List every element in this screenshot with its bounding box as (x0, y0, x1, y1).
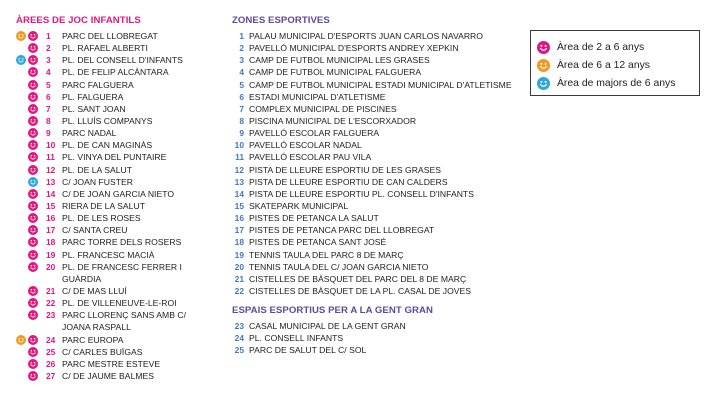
item-name: C/ SANTA CREU (62, 225, 128, 236)
item-number: 8 (46, 115, 51, 126)
list-item (16, 176, 221, 188)
item-name: PL. FRANCESC MACIÀ (62, 249, 155, 260)
age-icons (16, 249, 46, 261)
item-name: PL. LLUÍS COMPANYS (62, 115, 153, 126)
item-number: 9 (239, 128, 244, 139)
play-areas-heading: ÀREES DE JOC INFANTILS (16, 15, 141, 26)
list-item (16, 103, 221, 115)
pink-smiley-icon (28, 213, 38, 223)
item-number: 10 (46, 140, 56, 151)
age-icons (16, 151, 46, 163)
list-item (16, 66, 221, 78)
item-number: 10 (234, 140, 244, 151)
list-item (232, 30, 522, 42)
age-icons (16, 236, 46, 248)
item-name: ESTADI MUNICIPAL D'ATLETISME (249, 91, 386, 102)
list-item (232, 320, 522, 332)
item-name: CASAL MUNICIPAL DE LA GENT GRAN (249, 321, 406, 332)
item-number: 16 (234, 213, 244, 224)
item-name: PARC DEL LLOBREGAT (62, 31, 158, 41)
item-number: 3 (239, 55, 244, 66)
list-item (232, 66, 522, 78)
item-number: 26 (46, 358, 56, 369)
legend-row (537, 74, 699, 92)
list-item (16, 334, 221, 346)
pink-smiley-icon (28, 298, 38, 308)
item-number: 4 (239, 67, 244, 78)
item-name: PAVELLÓ ESCOLAR FALGUERA (249, 128, 380, 139)
elderly-spaces-list (232, 320, 522, 356)
item-number: 18 (46, 237, 56, 248)
item-number: 12 (46, 164, 56, 175)
pink-smiley-icon (28, 359, 38, 369)
pink-smiley-icon (28, 92, 38, 102)
orange-smiley-icon (16, 335, 26, 345)
list-item (16, 358, 221, 370)
legend-row (537, 38, 699, 56)
list-item (232, 164, 522, 176)
item-number: 12 (234, 164, 244, 175)
item-number: 17 (46, 225, 56, 236)
pink-smiley-icon (28, 371, 38, 381)
item-name: PL. DE CAN MAGINÀS (62, 140, 153, 151)
item-name: CAMP DE FUTBOL MUNICIPAL LES GRASES (249, 55, 430, 66)
list-item (232, 91, 522, 103)
item-name: PARC MESTRE ESTEVE (62, 358, 161, 369)
list-item (232, 79, 522, 91)
pink-smiley-icon (28, 43, 38, 53)
item-name: SKATEPARK MUNICIPAL (249, 200, 349, 211)
pink-smiley-icon (28, 55, 38, 65)
list-item (232, 200, 522, 212)
item-number: 1 (46, 31, 51, 41)
elderly-spaces-heading: ESPAIS ESPORTIUS PER A LA GENT GRAN (232, 305, 433, 317)
item-number: 16 (46, 213, 56, 224)
item-name: C/ JOAN FUSTER (62, 176, 133, 187)
item-name: PARC FALGUERA (62, 79, 134, 90)
item-number: 9 (46, 128, 51, 139)
item-name: PL. FALGUERA (62, 91, 124, 102)
item-name: CAMP DE FUTBOL MUNICIPAL FALGUERA (249, 67, 422, 78)
item-name: PARC NADAL (62, 128, 117, 139)
pink-smiley-icon (28, 201, 38, 211)
age-icons (16, 212, 46, 224)
item-number: 11 (46, 152, 55, 163)
list-item (232, 212, 522, 224)
legend-label: Àrea de 6 a 12 anys (557, 59, 651, 71)
item-name: PISTA DE LLEURE ESPORTIU DE CAN CALDERS (249, 176, 448, 187)
item-number: 5 (239, 79, 244, 90)
pink-smiley-icon (28, 347, 38, 357)
item-number: 13 (234, 176, 244, 187)
list-item (232, 224, 522, 236)
item-number: 14 (234, 188, 244, 199)
item-name: C/ DE MAS LLUÍ (62, 285, 127, 296)
item-name: PAVELLÓ MUNICIPAL D'ESPORTS ANDREY XEPKIN (249, 43, 459, 54)
item-number: 1 (239, 31, 244, 41)
item-number: 4 (46, 67, 51, 78)
item-number: 23 (46, 310, 56, 321)
list-item (16, 309, 221, 333)
age-legend (530, 30, 700, 96)
blue-smiley-icon (537, 77, 550, 90)
list-item (16, 42, 221, 54)
blue-smiley-icon (16, 55, 26, 65)
list-item (16, 115, 221, 127)
item-name: PARC EUROPA (62, 334, 124, 345)
item-name: TENNIS TAULA DEL C/ JOAN GARCIA NIETO (249, 261, 429, 272)
play-areas-list (16, 30, 221, 382)
play-areas-section (16, 0, 221, 382)
item-name: PL. RAFAEL ALBERTI (62, 43, 148, 54)
list-item (232, 115, 522, 127)
age-icons (16, 200, 46, 212)
list-item (232, 332, 522, 344)
item-number: 15 (46, 200, 56, 211)
legend-label: Àrea de majors de 6 anys (557, 77, 676, 89)
item-number: 2 (46, 43, 51, 54)
item-name: PARC DE SALUT DEL C/ SOL (249, 345, 367, 356)
list-item (16, 127, 221, 139)
item-number: 19 (234, 249, 244, 260)
pink-smiley-icon (28, 310, 38, 320)
item-name: PISTES DE PETANCA SANT JOSÉ (249, 237, 387, 248)
list-item (16, 297, 221, 309)
item-number: 7 (239, 103, 244, 114)
pink-smiley-icon (28, 128, 38, 138)
item-number: 21 (234, 273, 244, 284)
item-name: TENNIS TAULA DEL PARC 8 DE MARÇ (249, 249, 404, 260)
sports-zones-heading: ZONES ESPORTIVES (232, 15, 330, 26)
age-icons (16, 370, 46, 382)
age-icons (16, 66, 46, 78)
list-item (232, 261, 522, 273)
list-item (16, 212, 221, 224)
item-number: 5 (46, 79, 51, 90)
item-name: CISTELLES DE BÀSQUET DEL PARC DEL 8 DE MARÇ (249, 273, 467, 284)
item-name: PISTES DE PETANCA LA SALUT (249, 213, 379, 224)
list-item (232, 103, 522, 115)
list-item (232, 236, 522, 248)
pink-smiley-icon (28, 250, 38, 260)
list-item (16, 224, 221, 236)
item-number: 25 (234, 345, 244, 356)
item-name: PL. DE FRANCESC FERRER I GUÀRDIA (62, 261, 182, 284)
item-number: 6 (46, 91, 51, 102)
item-number: 22 (234, 285, 244, 296)
age-icons (16, 54, 46, 66)
item-name: C/ DE JOAN GARCIA NIETO (62, 188, 175, 199)
item-name: PARC TORRE DELS ROSERS (62, 237, 182, 248)
item-name: PL. CONSELL INFANTS (249, 333, 344, 344)
item-name: PL. DE LES ROSES (62, 213, 141, 224)
pink-smiley-icon (28, 189, 38, 199)
item-name: PL. DE VILLENEUVE-LE-ROI (62, 298, 177, 309)
item-number: 22 (46, 298, 56, 309)
age-icons (16, 224, 46, 236)
item-name: PISTA DE LLEURE ESPORTIU PL. CONSELL D'INFANTS (249, 188, 474, 199)
list-item (16, 30, 221, 42)
age-icons (16, 188, 46, 200)
item-name: PL. DE LA SALUT (62, 164, 133, 175)
item-name: PARC LLORENÇ SANS AMB C/ JOANA RASPALL (62, 310, 187, 333)
pink-smiley-icon (537, 41, 550, 54)
item-number: 15 (234, 200, 244, 211)
item-number: 21 (46, 285, 56, 296)
pink-smiley-icon (28, 104, 38, 114)
age-icons (16, 139, 46, 151)
item-number: 24 (46, 334, 56, 345)
item-number: 17 (234, 225, 244, 236)
age-icons (16, 346, 46, 358)
item-number: 20 (46, 261, 56, 272)
list-item (16, 346, 221, 358)
legend-row (537, 56, 699, 74)
pink-smiley-icon (28, 140, 38, 150)
pink-smiley-icon (28, 262, 38, 272)
list-item (16, 261, 221, 285)
item-number: 18 (234, 237, 244, 248)
list-item (16, 79, 221, 91)
item-number: 11 (235, 152, 244, 163)
list-item (16, 370, 221, 382)
item-number: 2 (239, 43, 244, 54)
item-name: PISTES DE PETANCA PARC DEL LLOBREGAT (249, 225, 435, 236)
item-name: C/ DE JAUME BALMES (62, 370, 155, 381)
age-icons (16, 79, 46, 91)
list-item (232, 285, 522, 297)
list-item (16, 200, 221, 212)
pink-smiley-icon (28, 165, 38, 175)
list-item (16, 139, 221, 151)
pink-smiley-icon (28, 116, 38, 126)
pink-smiley-icon (28, 286, 38, 296)
list-item (232, 344, 522, 356)
item-number: 7 (46, 103, 51, 114)
item-number: 25 (46, 346, 56, 357)
list-item (16, 236, 221, 248)
pink-smiley-icon (28, 80, 38, 90)
pink-smiley-icon (28, 225, 38, 235)
age-icons (16, 91, 46, 103)
item-number: 8 (239, 115, 244, 126)
item-name: RIERA DE LA SALUT (62, 200, 145, 211)
item-name: PALAU MUNICIPAL D'ESPORTS JUAN CARLOS NAVARRO (249, 31, 483, 41)
item-name: PAVELLÓ ESCOLAR NADAL (249, 140, 362, 151)
list-item (232, 139, 522, 151)
item-name: PL. DE FELIP ALCÀNTARA (62, 67, 169, 78)
blue-smiley-icon (28, 177, 38, 187)
list-item (232, 273, 522, 285)
age-icons (16, 285, 46, 297)
item-number: 13 (46, 176, 56, 187)
item-number: 20 (234, 261, 244, 272)
orange-smiley-icon (537, 59, 550, 72)
item-name: C/ CARLES BUÏGAS (62, 346, 143, 357)
list-item (16, 285, 221, 297)
age-icons (16, 164, 46, 176)
age-icons (16, 103, 46, 115)
item-name: PISTA DE LLEURE ESPORTIU DE LES GRASES (249, 164, 441, 175)
item-number: 27 (46, 370, 56, 381)
age-icons (16, 334, 46, 346)
item-name: PISCINA MUNICIPAL DE L'ESCORXADOR (249, 115, 417, 126)
age-icons (16, 42, 46, 54)
pink-smiley-icon (28, 152, 38, 162)
age-icons (16, 115, 46, 127)
list-item (232, 42, 522, 54)
item-name: PL. VINYA DEL PUNTAIRE (62, 152, 167, 163)
orange-smiley-icon (16, 31, 26, 41)
item-number: 19 (46, 249, 56, 260)
list-item (232, 127, 522, 139)
age-icons (16, 261, 46, 273)
pink-smiley-icon (28, 237, 38, 247)
item-name: PAVELLÓ ESCOLAR PAU VILA (249, 152, 372, 163)
pink-smiley-icon (28, 67, 38, 77)
sports-zones-list (232, 30, 522, 297)
item-name: COMPLEX MUNICIPAL DE PISCINES (249, 103, 397, 114)
item-number: 23 (234, 321, 244, 332)
pink-smiley-icon (28, 31, 38, 41)
legend-label: Àrea de 2 a 6 anys (557, 41, 645, 53)
item-number: 24 (234, 333, 244, 344)
age-icons (16, 358, 46, 370)
list-item (16, 91, 221, 103)
list-item (16, 164, 221, 176)
item-name: CAMP DE FUTBOL MUNICIPAL ESTADI MUNICIPAL D'ATLETISME (249, 79, 512, 90)
item-number: 14 (46, 188, 56, 199)
item-name: CISTELLES DE BÀSQUET DE LA PL. CASAL DE JOVES (249, 285, 472, 296)
list-item (232, 54, 522, 66)
list-item (16, 249, 221, 261)
age-icons (16, 309, 46, 321)
item-name: PL. DEL CONSELL D'INFANTS (62, 55, 183, 66)
item-name: PL. SANT JOAN (62, 103, 126, 114)
list-item (232, 176, 522, 188)
list-item (232, 151, 522, 163)
list-item (232, 249, 522, 261)
list-item (16, 151, 221, 163)
list-item (232, 188, 522, 200)
list-item (16, 54, 221, 66)
item-number: 3 (46, 55, 51, 66)
sports-section (232, 0, 522, 357)
age-icons (16, 127, 46, 139)
item-number: 6 (239, 91, 244, 102)
pink-smiley-icon (28, 335, 38, 345)
age-icons (16, 176, 46, 188)
list-item (16, 188, 221, 200)
age-icons (16, 30, 46, 42)
age-icons (16, 297, 46, 309)
